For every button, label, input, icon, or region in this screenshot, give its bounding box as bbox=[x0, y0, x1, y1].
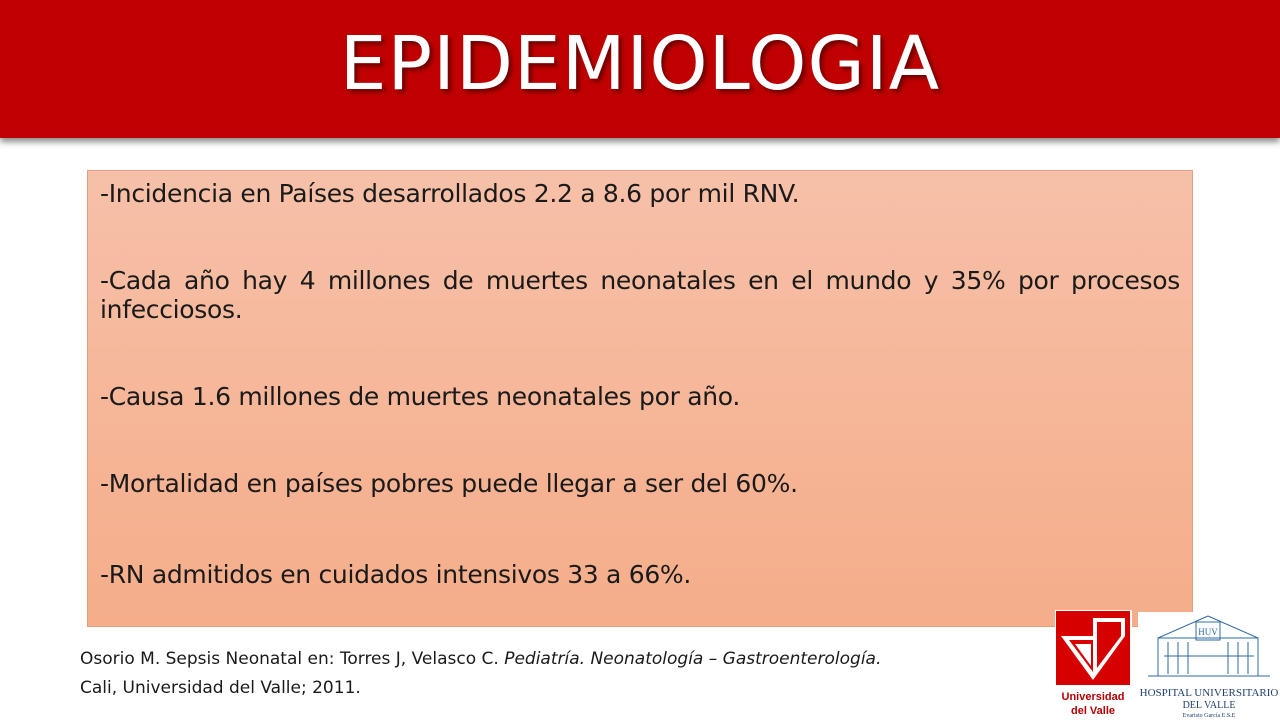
huv-badge: HUV bbox=[1198, 627, 1218, 637]
huv-logo-line2: DEL VALLE bbox=[1182, 700, 1236, 711]
bullet-incidence: -Incidencia en Países desarrollados 2.2 a 8.6 por mil RNV. bbox=[100, 179, 800, 208]
huv-logo-line3: Evaristo García E.S.E bbox=[1182, 713, 1236, 719]
universidad-del-valle-logo bbox=[1055, 610, 1132, 720]
bullet-icu-admissions: -RN admitidos en cuidados intensivos 33 a 66%. bbox=[100, 560, 692, 589]
citation-publisher: Cali, Universidad del Valle; 2011. bbox=[80, 678, 361, 698]
citation bbox=[80, 645, 1020, 703]
bullet-annual-deaths: -Cada año hay 4 millones de muertes neonatales en el mundo y 35% por procesos infecciosos. bbox=[100, 266, 1180, 324]
citation-italic: Pediatría. Neonatología – Gastroenterología. bbox=[504, 649, 882, 669]
bullet-neonatal-deaths: -Causa 1.6 millones de muertes neonatales por año. bbox=[100, 382, 740, 411]
citation-text: Osorio M. Sepsis Neonatal en: Torres J, Velasco C. bbox=[80, 649, 505, 669]
title-bar bbox=[0, 0, 1280, 138]
uv-logo-line1: Universidad bbox=[1061, 691, 1125, 703]
slide-title: EPIDEMIOLOGIA bbox=[339, 21, 941, 107]
huv-logo-line1: HOSPITAL UNIVERSITARIO bbox=[1139, 687, 1279, 699]
uv-logo-line2: del Valle bbox=[1070, 705, 1116, 717]
content-box bbox=[87, 170, 1193, 627]
hospital-logo bbox=[1138, 612, 1280, 720]
bullet-mortality: -Mortalidad en países pobres puede llegar a ser del 60%. bbox=[100, 469, 798, 498]
